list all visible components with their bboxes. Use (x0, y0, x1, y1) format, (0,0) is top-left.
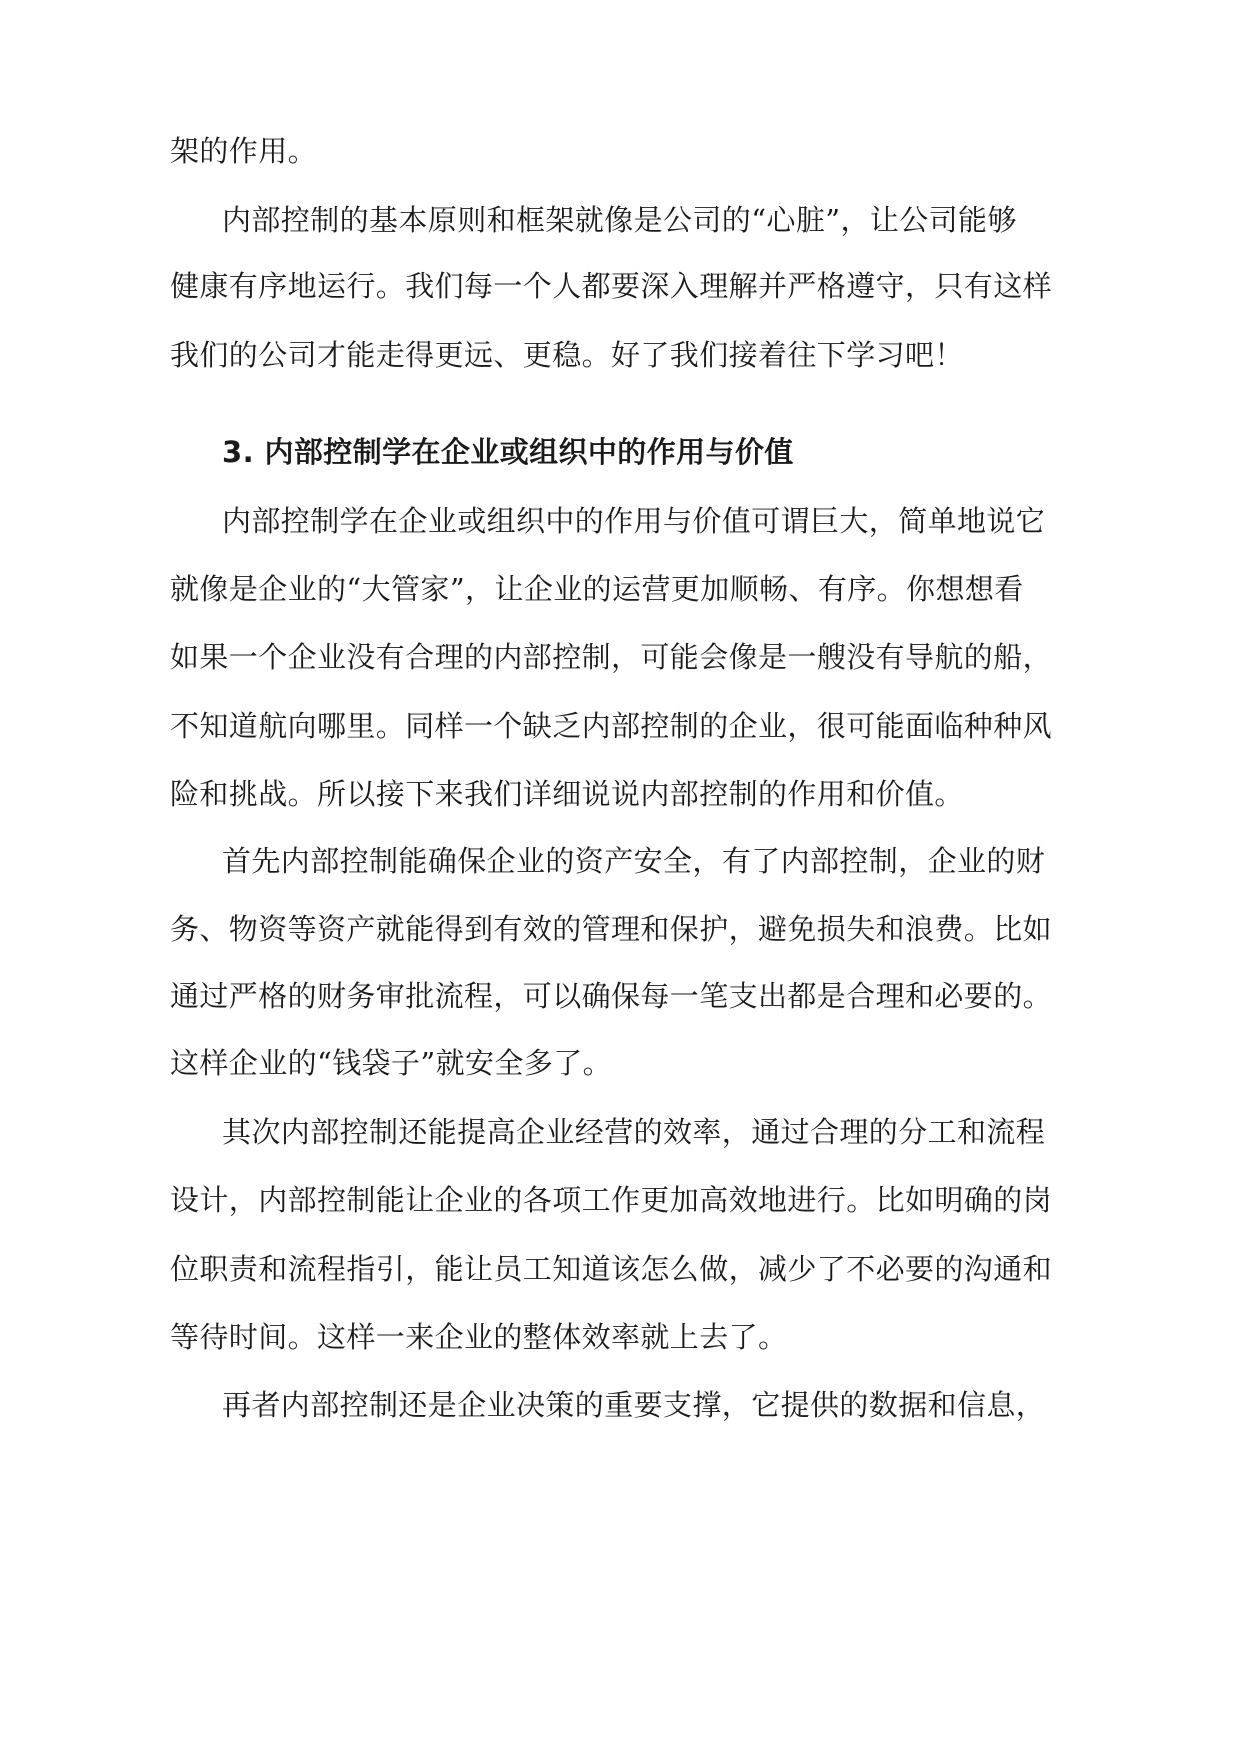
paragraph-line: 险和挑战。所以接下来我们详细说说内部控制的作用和价值。 (170, 777, 964, 811)
paragraph-line: 如果一个企业没有合理的内部控制，可能会像是一艘没有导航的船， (170, 640, 1053, 674)
paragraph-line: 设计，内部控制能让企业的各项工作更加高效地进行。比如明确的岗 (170, 1183, 1053, 1217)
paragraph-line: 就像是企业的“大管家”，让企业的运营更加顺畅、有序。你想想看 (170, 572, 1024, 606)
paragraph-line: 位职责和流程指引，能让员工知道该怎么做，减少了不必要的沟通和 (170, 1252, 1053, 1286)
paragraph-line: 再者内部控制还是企业决策的重要支撑，它提供的数据和信息， (222, 1388, 1046, 1422)
paragraph-line: 其次内部控制还能提高企业经营的效率，通过合理的分工和流程 (222, 1115, 1046, 1149)
paragraph-line: 务、物资等资产就能得到有效的管理和保护，避免损失和浪费。比如 (170, 912, 1053, 946)
paragraph-line: 内部控制的基本原则和框架就像是公司的“心脏”，让公司能够 (222, 203, 1017, 237)
section-heading: 3. 内部控制学在企业或组织中的作用与价值 (222, 435, 794, 469)
paragraph-line: 健康有序地运行。我们每一个人都要深入理解并严格遵守，只有这样 (170, 269, 1053, 303)
paragraph-line: 等待时间。这样一来企业的整体效率就上去了。 (170, 1320, 788, 1354)
paragraph-line: 这样企业的“钱袋子”就安全多了。 (170, 1046, 613, 1080)
paragraph-line: 内部控制学在企业或组织中的作用与价值可谓巨大，简单地说它 (222, 504, 1046, 538)
paragraph-line: 不知道航向哪里。同样一个缺乏内部控制的企业，很可能面临种种风 (170, 709, 1053, 743)
paragraph-line: 首先内部控制能确保企业的资产安全，有了内部控制，企业的财 (222, 844, 1046, 878)
paragraph-line: 通过严格的财务审批流程，可以确保每一笔支出都是合理和必要的。 (170, 979, 1053, 1013)
paragraph-line: 我们的公司才能走得更远、更稳。好了我们接着往下学习吧！ (170, 338, 964, 372)
paragraph-line: 架的作用。 (170, 134, 318, 168)
